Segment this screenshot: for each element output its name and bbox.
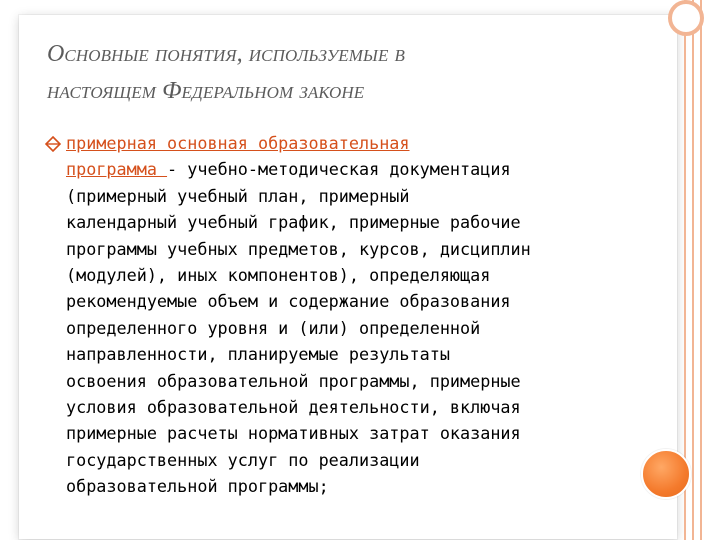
text-line: рекомендуемые объем и содержание образования	[66, 291, 511, 312]
decorative-orange-circle-icon	[641, 449, 691, 499]
decorative-ring-icon	[668, 0, 704, 36]
text-line: (примерный учебный план, примерный	[66, 185, 410, 206]
slide-title	[47, 36, 647, 110]
text-line: образовательной программы;	[66, 476, 329, 497]
decorative-line	[700, 0, 702, 540]
text-line: календарный учебный график, примерные рабочие	[66, 212, 521, 233]
text-line	[66, 156, 646, 182]
text-line: программы учебных предметов, курсов, дисциплин	[66, 238, 531, 259]
text-line: условия образовательной деятельности, включая	[66, 397, 521, 418]
bullet-diamond-icon	[45, 136, 61, 152]
bullet-text	[66, 130, 646, 500]
decorative-line	[692, 0, 694, 540]
text-line: освоения образовательной программы, примерные	[66, 370, 521, 391]
text-line: (модулей), иных компонентов), определяющая	[66, 265, 491, 286]
text-line: государственных услуг по реализации	[66, 449, 420, 470]
text-line: направленности, планируемые результаты	[66, 344, 450, 365]
text-line: примерные расчеты нормативных затрат оказания	[66, 423, 521, 444]
slide-title-line: настоящем Федеральном законе	[47, 78, 365, 104]
defined-term: примерная основная образовательная	[66, 133, 410, 153]
definition-text: - учебно-методическая документация	[167, 159, 511, 180]
text-line: определенного уровня и (или) определенной	[66, 317, 481, 338]
defined-term: программа	[66, 159, 168, 180]
text-line	[66, 130, 646, 156]
slide-title-line: Основные понятия, используемые в	[47, 41, 406, 67]
